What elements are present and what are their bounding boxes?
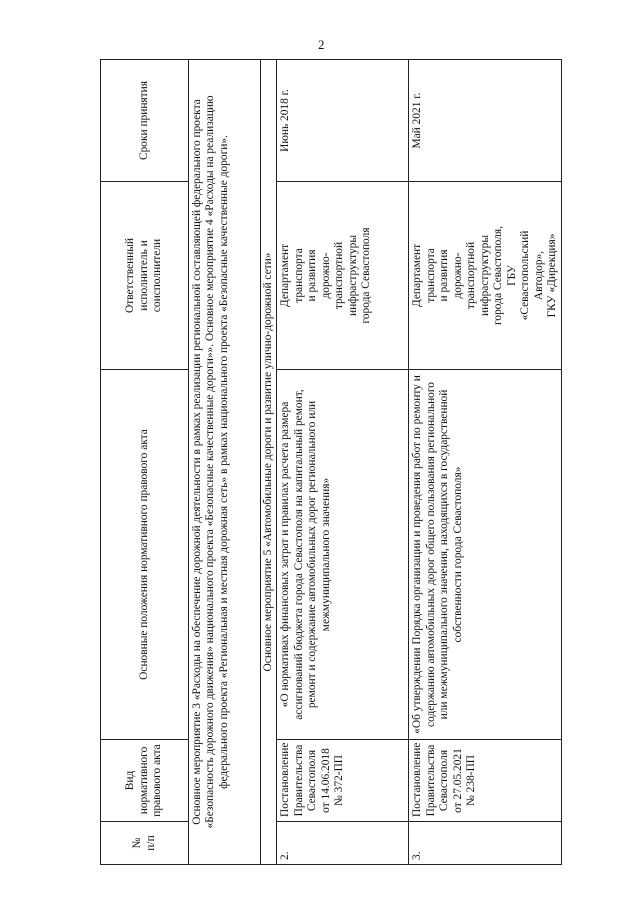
- row-act-type: Постановление Правительства Севастополя от 27.05.2021 № 238-ПП: [409, 740, 562, 822]
- regulatory-acts-table: [100, 59, 562, 865]
- row-deadline: Июнь 2018 г.: [277, 60, 409, 182]
- section-row: [261, 60, 277, 865]
- table-row: [409, 60, 562, 865]
- table-header-row: [101, 60, 189, 865]
- row-responsible: Департамент транспорта и развития дорожно- транспортной инфраструктуры города Севастополя: [277, 182, 409, 370]
- row-provisions: «Об утверждении Порядка организации и проведения работ по ремонту и содержанию автомобильных дорог общего пользования регионального или межмуниципального значения, находящихся в государственной собственности города Севастополя»: [409, 370, 562, 740]
- header-responsible: Ответственный исполнитель и соисполнители: [101, 182, 189, 370]
- header-deadline: Сроки принятия: [101, 60, 189, 182]
- header-act-type: Вид нормативного правового акта: [101, 740, 189, 822]
- row-number: 3.: [409, 822, 562, 865]
- row-number: 2.: [277, 822, 409, 865]
- section-row: [189, 60, 261, 865]
- section-text: Основное мероприятие 3 «Расходы на обеспечение дорожной деятельности в рамках реализации региональной составляющей федерального проекта «Безопасность дорожного движения» национального проекта «Безопасные качественные дороги»». Основное мероприятие 4 «Расходы на реализацию федерального проекта «Региональная и местная дорожная сеть» в рамках национального проекта «Безопасные качественные дороги».: [189, 60, 261, 865]
- table-row: [277, 60, 409, 865]
- row-act-type: Постановление Правительства Севастополя от 14.06.2018 № 372-ПП: [277, 740, 409, 822]
- header-num: № п/п: [101, 822, 189, 865]
- row-responsible: Департамент транспорта и развития дорожно- транспортной инфраструктуры города Севастополя, ГБУ «Севастопольский Автодор», ГКУ «Дирекция»: [409, 182, 562, 370]
- header-provisions: Основные положения нормативного правового акта: [101, 370, 189, 740]
- row-deadline: Май 2021 г.: [409, 60, 562, 182]
- section-text: Основное мероприятие 5 «Автомобильные дороги и развитие улично-дорожной сети»: [261, 60, 277, 865]
- row-provisions: «О нормативах финансовых затрат и правилах расчета размера ассигнований бюджета города Севастополя на капитальный ремонт, ремонт и содержание автомобильных дорог регионального или межмуниципального значения»: [277, 370, 409, 740]
- rotated-table-container: [100, 60, 558, 865]
- page-number: 2: [318, 37, 325, 52]
